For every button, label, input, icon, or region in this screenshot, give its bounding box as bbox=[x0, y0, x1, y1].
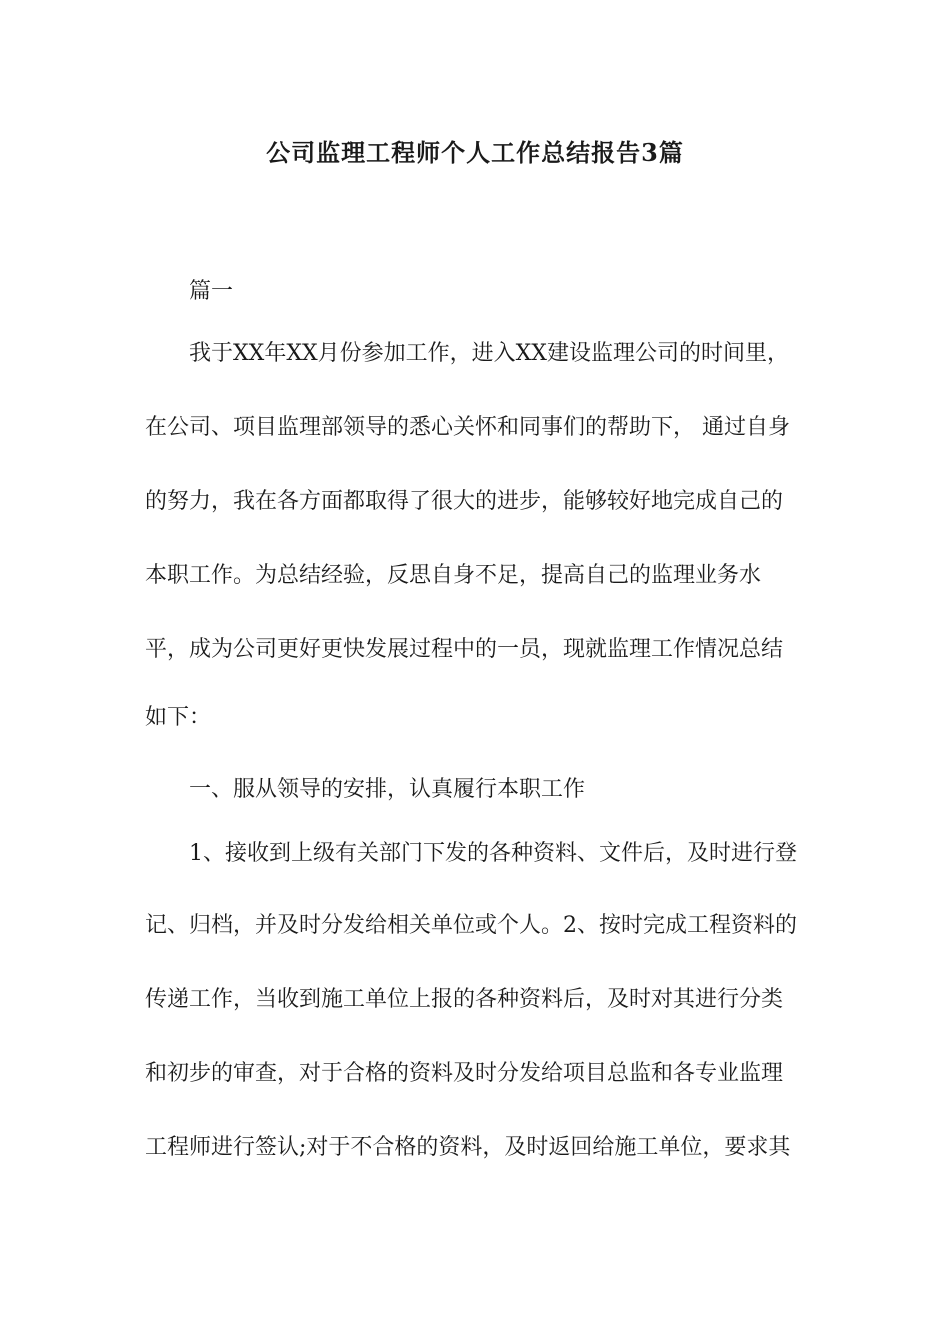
paragraph-line: 工程师进行签认;对于不合格的资料，及时返回给施工单位，要求其 bbox=[145, 1135, 791, 1160]
paragraph-line: 记、归档，并及时分发给相关单位或个人。2、按时完成工程资料的 bbox=[145, 913, 797, 938]
subsection-heading: 一、服从领导的安排，认真履行本职工作 bbox=[189, 777, 586, 802]
document-title: 公司监理工程师个人工作总结报告3篇 bbox=[266, 138, 684, 167]
paragraph-line: 的努力，我在各方面都取得了很大的进步，能够较好地完成自己的 bbox=[145, 489, 784, 514]
section-heading-part-one: 篇一 bbox=[189, 279, 234, 304]
paragraph-line: 传递工作，当收到施工单位上报的各种资料后，及时对其进行分类 bbox=[145, 987, 784, 1012]
paragraph-line: 我于XX年XX月份参加工作，进入XX建设监理公司的时间里， bbox=[189, 341, 789, 366]
paragraph-line: 平，成为公司更好更快发展过程中的一员，现就监理工作情况总结 bbox=[145, 637, 784, 662]
paragraph-line: 本职工作。为总结经验，反思自身不足，提高自己的监理业务水 bbox=[145, 563, 762, 588]
paragraph-line: 和初步的审查，对于合格的资料及时分发给项目总监和各专业监理 bbox=[145, 1061, 784, 1086]
paragraph-line: 如下： bbox=[145, 705, 212, 730]
paragraph-line: 1、接收到上级有关部门下发的各种资料、文件后，及时进行登 bbox=[189, 841, 797, 866]
paragraph-line: 在公司、项目监理部领导的悉心关怀和同事们的帮助下， 通过自身 bbox=[145, 415, 790, 440]
